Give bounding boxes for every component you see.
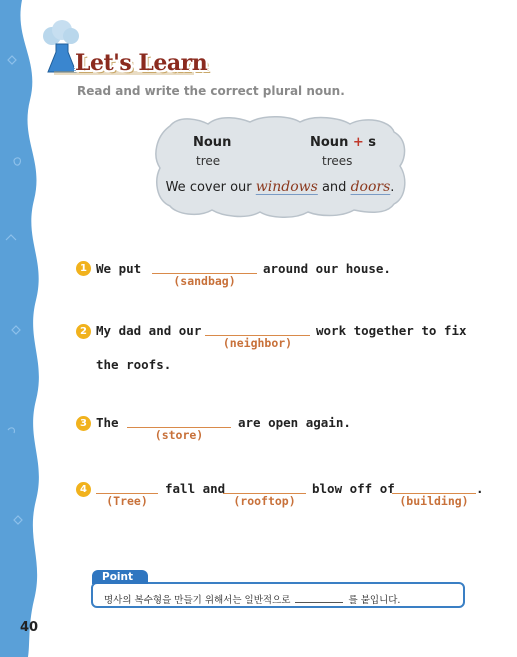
- question-number-4: 4: [76, 482, 91, 497]
- q3-hint: (store): [154, 428, 204, 442]
- q1-text-after: around our house.: [263, 261, 391, 276]
- plural-rule-heading: Noun + s: [310, 135, 377, 150]
- plus-sign: +: [352, 135, 364, 150]
- point-answer-blank[interactable]: [295, 602, 343, 603]
- plural-example: trees: [322, 154, 353, 168]
- q2-text-after: work together to fix: [316, 323, 467, 338]
- q2-text-before: My dad and our: [96, 323, 202, 338]
- q1-hint: (sandbag): [173, 274, 236, 288]
- page-title: Let's Learn: [75, 50, 208, 76]
- q2-hint: (neighbor): [222, 336, 293, 350]
- q4-hint-3: (building): [399, 494, 469, 508]
- page-number: 40: [20, 620, 39, 635]
- singular-example: tree: [196, 154, 221, 168]
- q4-text-mid2: blow off of: [312, 481, 395, 496]
- q2-text-line2: the roofs.: [96, 357, 172, 372]
- side-decoration-band: [0, 0, 54, 657]
- point-text: 명사의 복수형을 만들기 위해서는 일반적으로 를 붙입니다.: [104, 595, 401, 606]
- rule-box-content: [150, 112, 410, 220]
- example-word-doors: doors: [350, 179, 391, 195]
- question-number-3: 3: [76, 416, 91, 431]
- example-word-windows: windows: [255, 179, 318, 195]
- q4-text-end: .: [476, 481, 484, 496]
- noun-heading: Noun: [193, 135, 232, 150]
- q3-text-after: are open again.: [238, 415, 351, 430]
- q4-hint-2: (rooftop): [233, 494, 296, 508]
- example-sentence: We cover our windows and doors.: [165, 179, 395, 195]
- q4-text-mid1: fall and: [165, 481, 226, 496]
- q1-text-before: We put: [96, 261, 142, 276]
- question-number-1: 1: [76, 261, 91, 276]
- q4-hint-1: (Tree): [106, 494, 148, 508]
- q3-text-before: The: [96, 415, 119, 430]
- instruction-text: Read and write the correct plural noun.: [77, 84, 345, 98]
- point-label: Point: [92, 570, 148, 584]
- question-number-2: 2: [76, 324, 91, 339]
